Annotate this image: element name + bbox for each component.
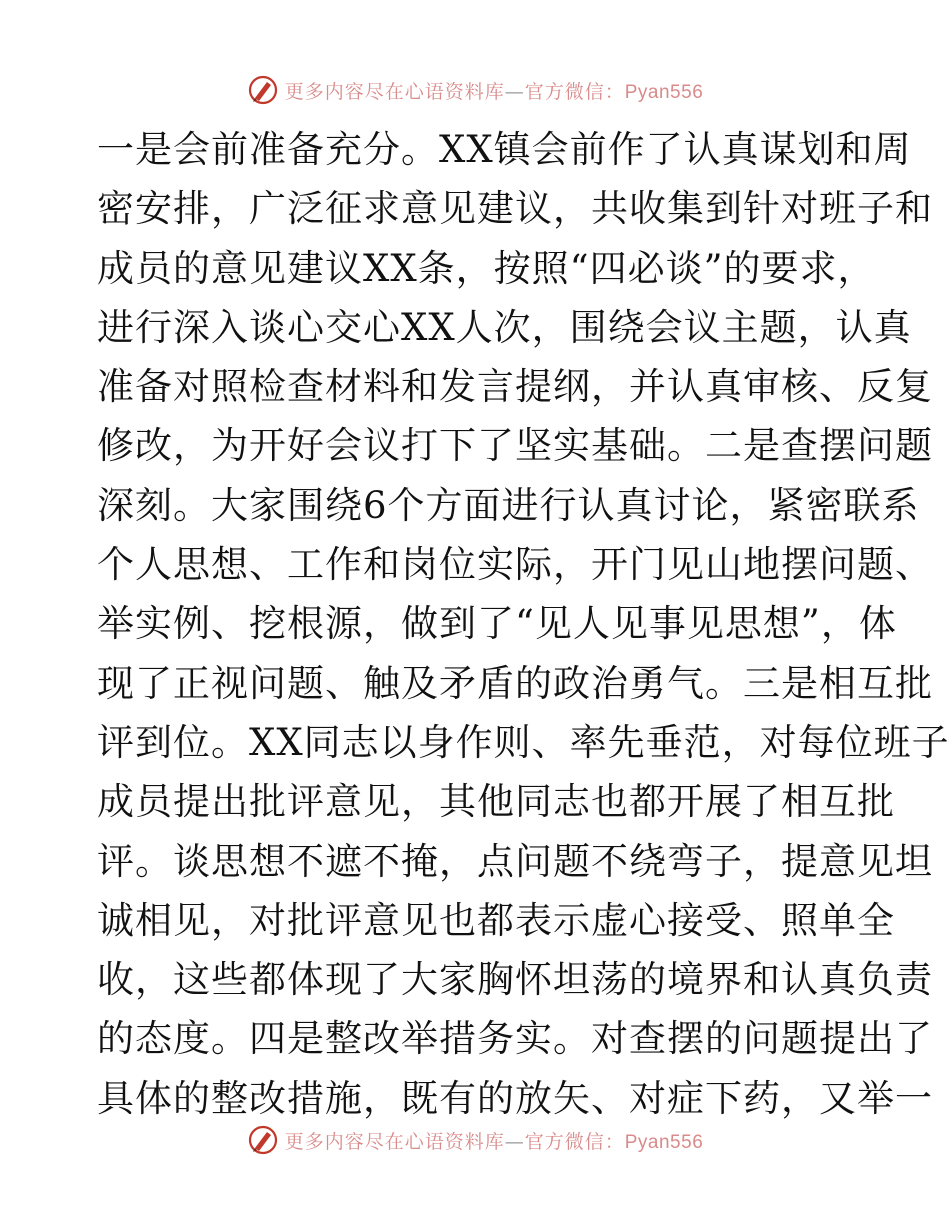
header-wechat-id: Pyan556 <box>624 81 704 103</box>
header-watermark-text <box>285 77 704 104</box>
body-line: 个人思想、工作和岗位实际，开门见山地摆问题、 <box>97 543 933 587</box>
body-paragraph <box>97 120 950 1128</box>
footer-wechat-id: Pyan556 <box>624 1131 704 1153</box>
body-line: 密安排，广泛征求意见建议，共收集到针对班子和 <box>97 187 933 231</box>
pen-logo-icon <box>247 1124 279 1156</box>
header-separator: — <box>504 80 525 103</box>
body-line: 具体的整改措施，既有的放矢、对症下药，又举一 <box>97 1076 933 1120</box>
body-line: 一是会前准备充分。XX镇会前作了认真谋划和周 <box>97 128 912 171</box>
body-line: 准备对照检查材料和发言提纲，并认真审核、反复 <box>97 365 933 409</box>
body-line: 修改，为开好会议打下了坚实基础。二是查摆问题 <box>97 424 933 468</box>
body-line: 诚相见，对批评意见也都表示虚心接受、照单全 <box>97 898 895 942</box>
footer-separator: — <box>504 1130 525 1153</box>
body-line: 收，这些都体现了大家胸怀坦荡的境界和认真负责 <box>97 958 933 1002</box>
header-site-text: 更多内容尽在心语资料库 <box>284 80 505 103</box>
footer-site-text: 更多内容尽在心语资料库 <box>284 1130 505 1153</box>
body-line: 进行深入谈心交心XX人次，围绕会议主题，认真 <box>97 305 912 349</box>
body-line: 成员提出批评意见，其他同志也都开展了相互批 <box>97 780 895 824</box>
body-line: 现了正视问题、触及矛盾的政治勇气。三是相互批 <box>97 661 933 705</box>
header-watermark-banner <box>0 70 950 110</box>
body-line: 举实例、挖根源，做到了“见人见事见思想”，体 <box>97 602 897 646</box>
body-line: 的态度。四是整改举措务实。对查摆的问题提出了 <box>97 1017 933 1061</box>
footer-wechat-label: 官方微信： <box>524 1130 625 1153</box>
pen-logo-icon <box>247 74 279 106</box>
body-line: 成员的意见建议XX条，按照“四必谈”的要求， <box>97 246 876 290</box>
body-line: 评。谈思想不遮不掩，点问题不绕弯子，提意见坦 <box>97 839 933 883</box>
body-line: 深刻。大家围绕6个方面进行认真讨论，紧密联系 <box>97 483 920 527</box>
footer-watermark-text <box>285 1127 704 1154</box>
header-wechat-label: 官方微信： <box>524 80 625 103</box>
footer-watermark-banner <box>0 1120 950 1160</box>
body-line: 评到位。XX同志以身作则、率先垂范，对每位班子 <box>97 720 950 764</box>
